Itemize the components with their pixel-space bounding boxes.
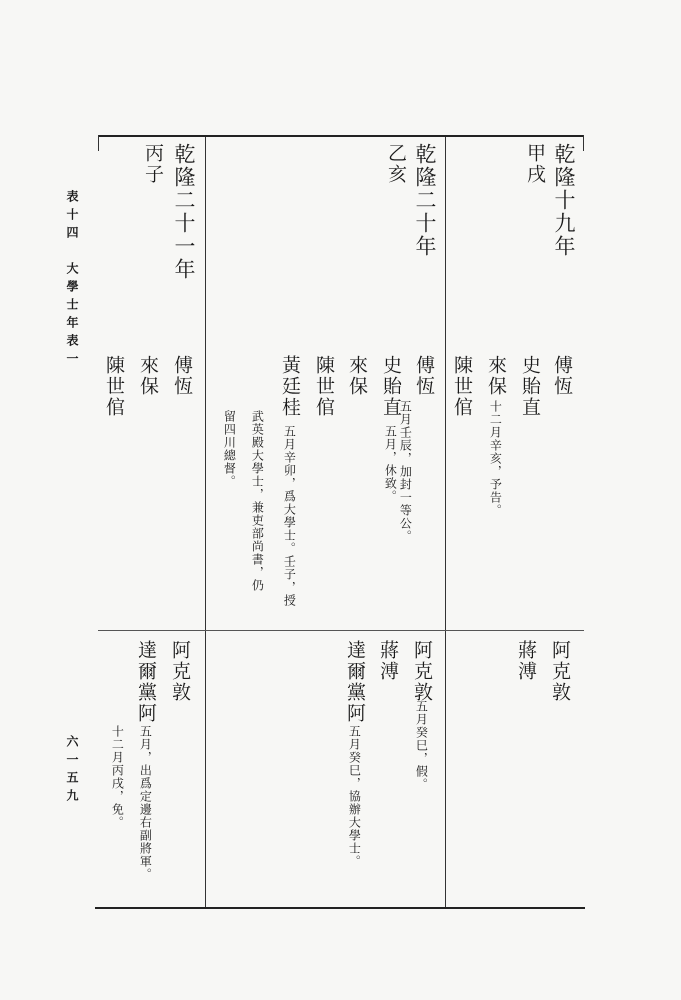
official-name: 史貽直 xyxy=(380,355,402,418)
divider-year1 xyxy=(445,137,446,907)
top-rule xyxy=(98,135,584,137)
rule-tick xyxy=(583,135,584,151)
official-name: 陳世倌 xyxy=(451,355,473,418)
assistant-name: 達爾黨阿 xyxy=(135,640,157,724)
assistant-name: 蔣溥 xyxy=(377,640,399,682)
year-ganzhi: 丙子 xyxy=(142,143,164,185)
official-name: 傅恆 xyxy=(551,355,573,397)
official-name: 來保 xyxy=(137,355,159,397)
rule-tick xyxy=(98,135,99,151)
divider-year2 xyxy=(205,137,206,907)
row-rule xyxy=(98,630,584,631)
official-note: 五月辛卯，爲大學士。壬子，授 xyxy=(282,425,297,607)
official-note: 十二月辛亥，予告。 xyxy=(488,400,503,517)
official-name: 陳世倌 xyxy=(313,355,335,418)
year-era: 乾隆十九年 xyxy=(552,143,576,258)
assistant-name: 阿克敦 xyxy=(411,640,433,703)
year-era: 乾隆二十年 xyxy=(413,143,437,258)
assistant-note: 十二月丙戌，免。 xyxy=(110,725,125,829)
official-name: 傅恆 xyxy=(171,355,193,397)
official-name: 來保 xyxy=(485,355,507,397)
assistant-note: 五月癸巳，協辦大學士。 xyxy=(347,725,362,868)
year-ganzhi: 乙亥 xyxy=(385,143,407,185)
assistant-note: 五月癸巳，假。 xyxy=(414,700,429,791)
assistant-note: 五月，出爲定邊右副將軍。 xyxy=(138,725,153,881)
official-note: 五月，休致。 xyxy=(383,425,398,503)
margin-title: 表十四 大學士年表一 xyxy=(65,190,79,370)
year-era: 乾隆二十一年 xyxy=(172,143,196,281)
official-name: 黃廷桂 xyxy=(279,355,301,418)
official-name: 傅恆 xyxy=(413,355,435,397)
page-number: 六一五九 xyxy=(65,735,79,807)
year-ganzhi: 甲戌 xyxy=(524,143,546,185)
bottom-rule xyxy=(95,907,585,909)
assistant-name: 阿克敦 xyxy=(549,640,571,703)
official-note: 武英殿大學士，兼吏部尚書，仍 xyxy=(250,410,265,592)
official-name: 史貽直 xyxy=(519,355,541,418)
assistant-name: 達爾黨阿 xyxy=(344,640,366,724)
assistant-name: 蔣溥 xyxy=(515,640,537,682)
assistant-name: 阿克敦 xyxy=(169,640,191,703)
official-note: 留四川總督。 xyxy=(222,410,237,488)
official-name: 陳世倌 xyxy=(103,355,125,418)
official-name: 來保 xyxy=(346,355,368,397)
official-note: 五月壬辰，加封一等公。 xyxy=(398,400,413,543)
